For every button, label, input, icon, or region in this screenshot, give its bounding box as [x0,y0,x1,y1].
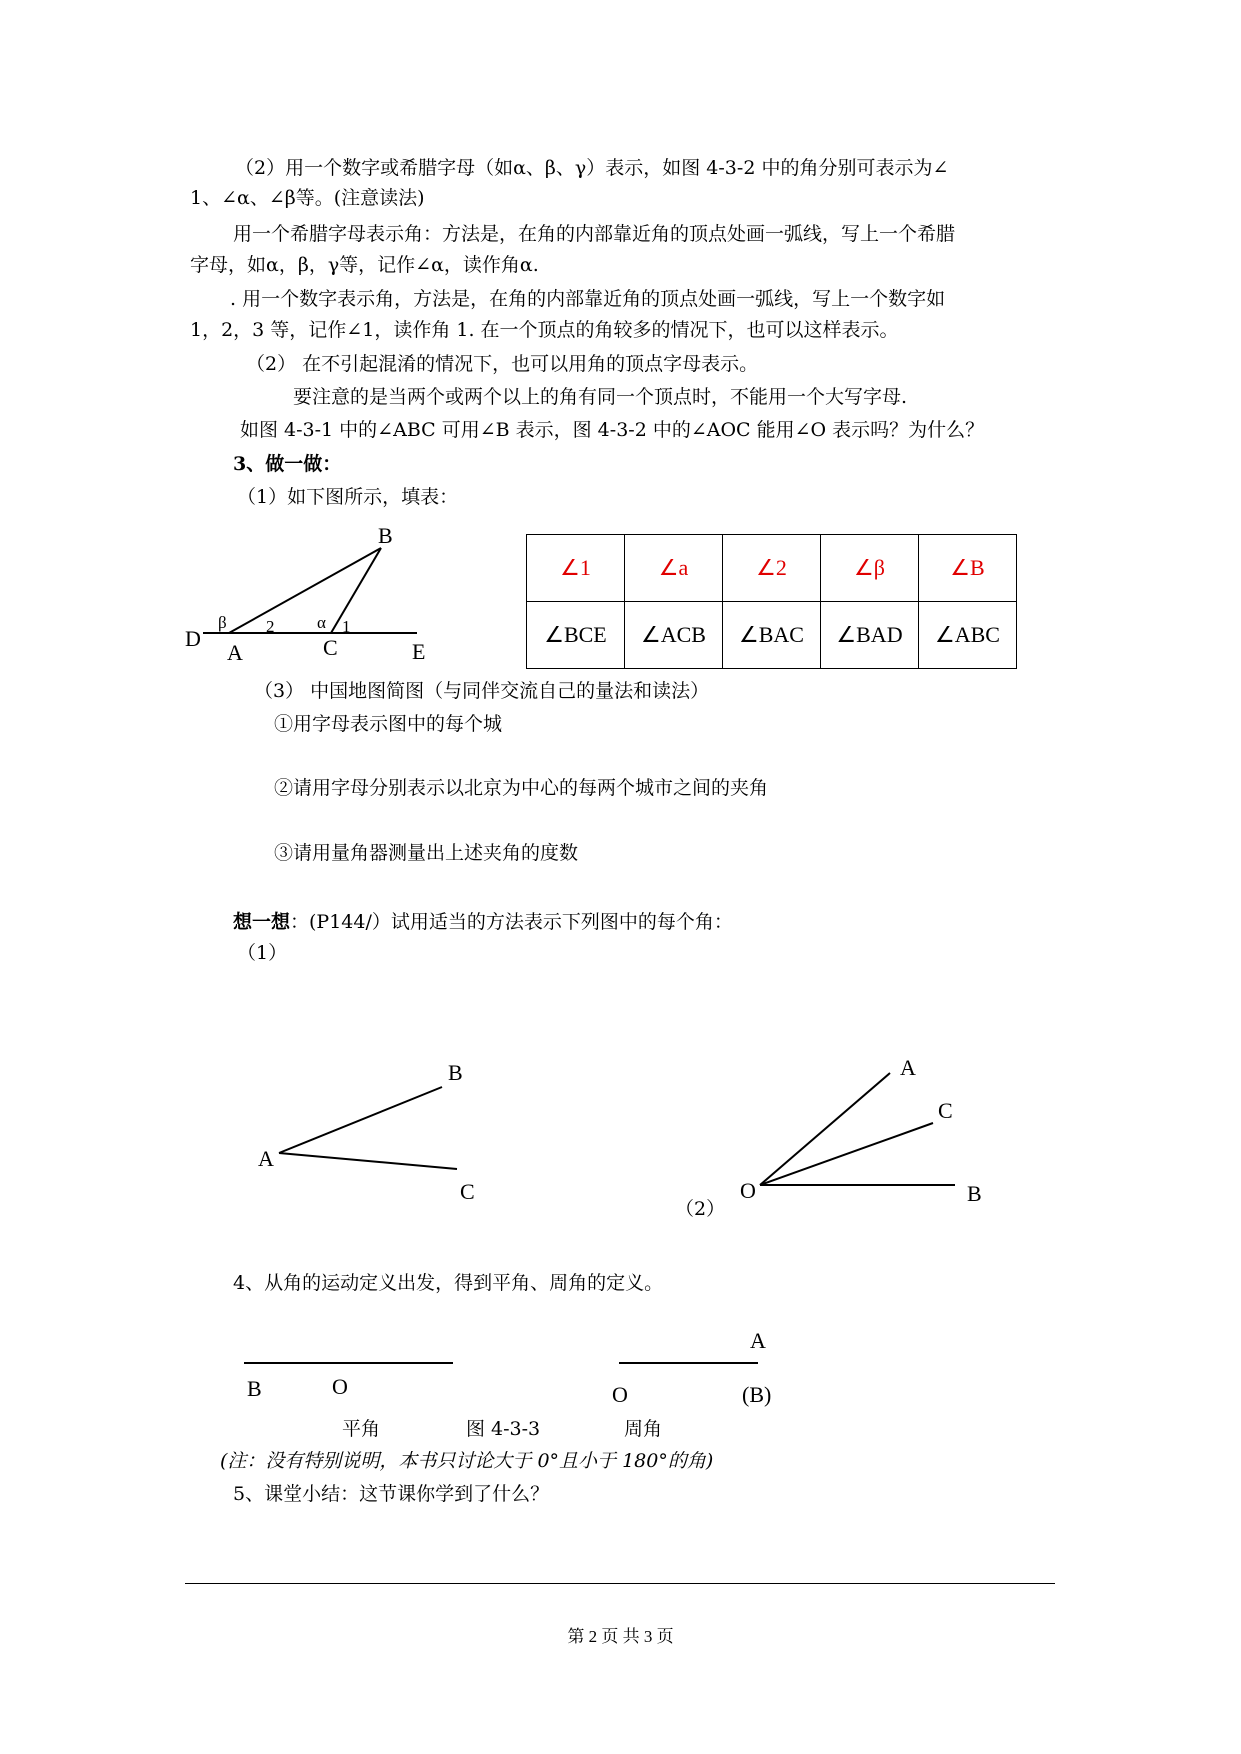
table-cell[interactable]: ∠2 [723,535,821,602]
fig2-label-C: C [460,1179,475,1204]
fig1-label-alpha: α [317,613,326,632]
fig4-label-B: B [247,1376,262,1401]
para-fill-table: （1）如下图所示，填表： [237,486,459,508]
fig3-label-B: B [967,1181,982,1206]
para-number-line2: 1，2，3 等，记作∠1，读作角 1. 在一个顶点的角较多的情况下，也可以这样表示。 [190,319,899,341]
para-china-map: （3） 中国地图简图（与同伴交流自己的量法和读法） [254,680,710,702]
fig1-label-A: A [227,640,243,665]
question-2: ②请用字母分别表示以北京为中心的每两个城市之间的夹角 [274,777,769,799]
fig2-label-B: B [448,1060,463,1085]
fig1-label-D: D [185,626,201,651]
para-question: 如图 4-3-1 中的∠ABC 可用∠B 表示，图 4-3-2 中的∠AOC 能用∠O 表示吗？为什么？ [240,419,985,441]
para-note-same-vertex: 要注意的是当两个或两个以上的角有同一个顶点时，不能用一个大写字母. [293,386,908,408]
sub-label-2: （2） [675,1198,726,1220]
fig3-label-A: A [900,1055,916,1080]
para-number-line1: . 用一个数字表示角，方法是，在角的内部靠近角的顶点处画一弧线，写上一个数字如 [230,288,946,310]
sub-label-1: （1） [237,942,288,964]
fig2-label-A: A [258,1146,274,1171]
para-notation-line1: （2）用一个数字或希腊字母（如α、β、γ）表示，如图 4-3-2 中的角分别可表示为∠ [235,157,949,179]
heading-do-it: 3、做一做： [233,453,342,475]
fig1-label-2: 2 [266,617,275,636]
table-cell[interactable]: ∠ACB [625,602,723,669]
para-greek-line1: 用一个希腊字母表示角：方法是，在角的内部靠近角的顶点处画一弧线，写上一个希腊 [233,223,956,245]
heading-summary: 5、课堂小结：这节课你学到了什么？ [233,1483,550,1505]
fig1-label-beta: β [218,613,227,632]
table-cell[interactable]: ∠B [919,535,1017,602]
fig1-label-C: C [323,635,338,660]
fig1-label-B: B [378,523,393,548]
para-greek-line2: 字母，如α，β，γ等，记作∠α，读作角α. [190,254,539,276]
caption-figure: 图 4-3-3 [466,1418,541,1440]
fig4-label-A: A [750,1328,766,1353]
think-text: ：(P144/）试用适当的方法表示下列图中的每个角： [290,911,733,933]
caption-round-angle: 周角 [624,1418,663,1440]
table-cell[interactable]: ∠BAC [723,602,821,669]
table-cell[interactable]: ∠β [821,535,919,602]
think-label: 想一想 [233,911,291,933]
heading-definitions: 4、从角的运动定义出发，得到平角、周角的定义。 [233,1272,664,1294]
table-cell[interactable]: ∠BAD [821,602,919,669]
question-3: ③请用量角器测量出上述夹角的度数 [274,842,579,864]
fig4-label-Bp: (B) [742,1382,772,1407]
page-footer: 第 2 页 共 3 页 [567,1627,674,1646]
fig1-label-E: E [412,639,426,664]
fig1-label-1: 1 [342,617,351,636]
table-cell[interactable]: ∠ABC [919,602,1017,669]
table-cell[interactable]: ∠BCE [527,602,625,669]
question-1: ①用字母表示图中的每个城 [274,713,503,735]
para-vertex-letter: （2） 在不引起混淆的情况下，也可以用角的顶点字母表示。 [246,353,759,375]
fig3-label-O: O [740,1178,756,1203]
caption-flat-angle: 平角 [342,1418,381,1440]
fig3-label-C: C [938,1098,953,1123]
fig4-label-O2: O [612,1382,628,1407]
table-cell[interactable]: ∠a [625,535,723,602]
footer-rule [185,1583,1055,1584]
para-notation-line2: 1、∠α、∠β等。(注意读法) [190,187,425,209]
fig4-label-O: O [332,1374,348,1399]
table-cell[interactable]: ∠1 [527,535,625,602]
note-angle-range: (注：没有特别说明，本书只讨论大于 0°且小于 180°的角) [220,1450,714,1472]
